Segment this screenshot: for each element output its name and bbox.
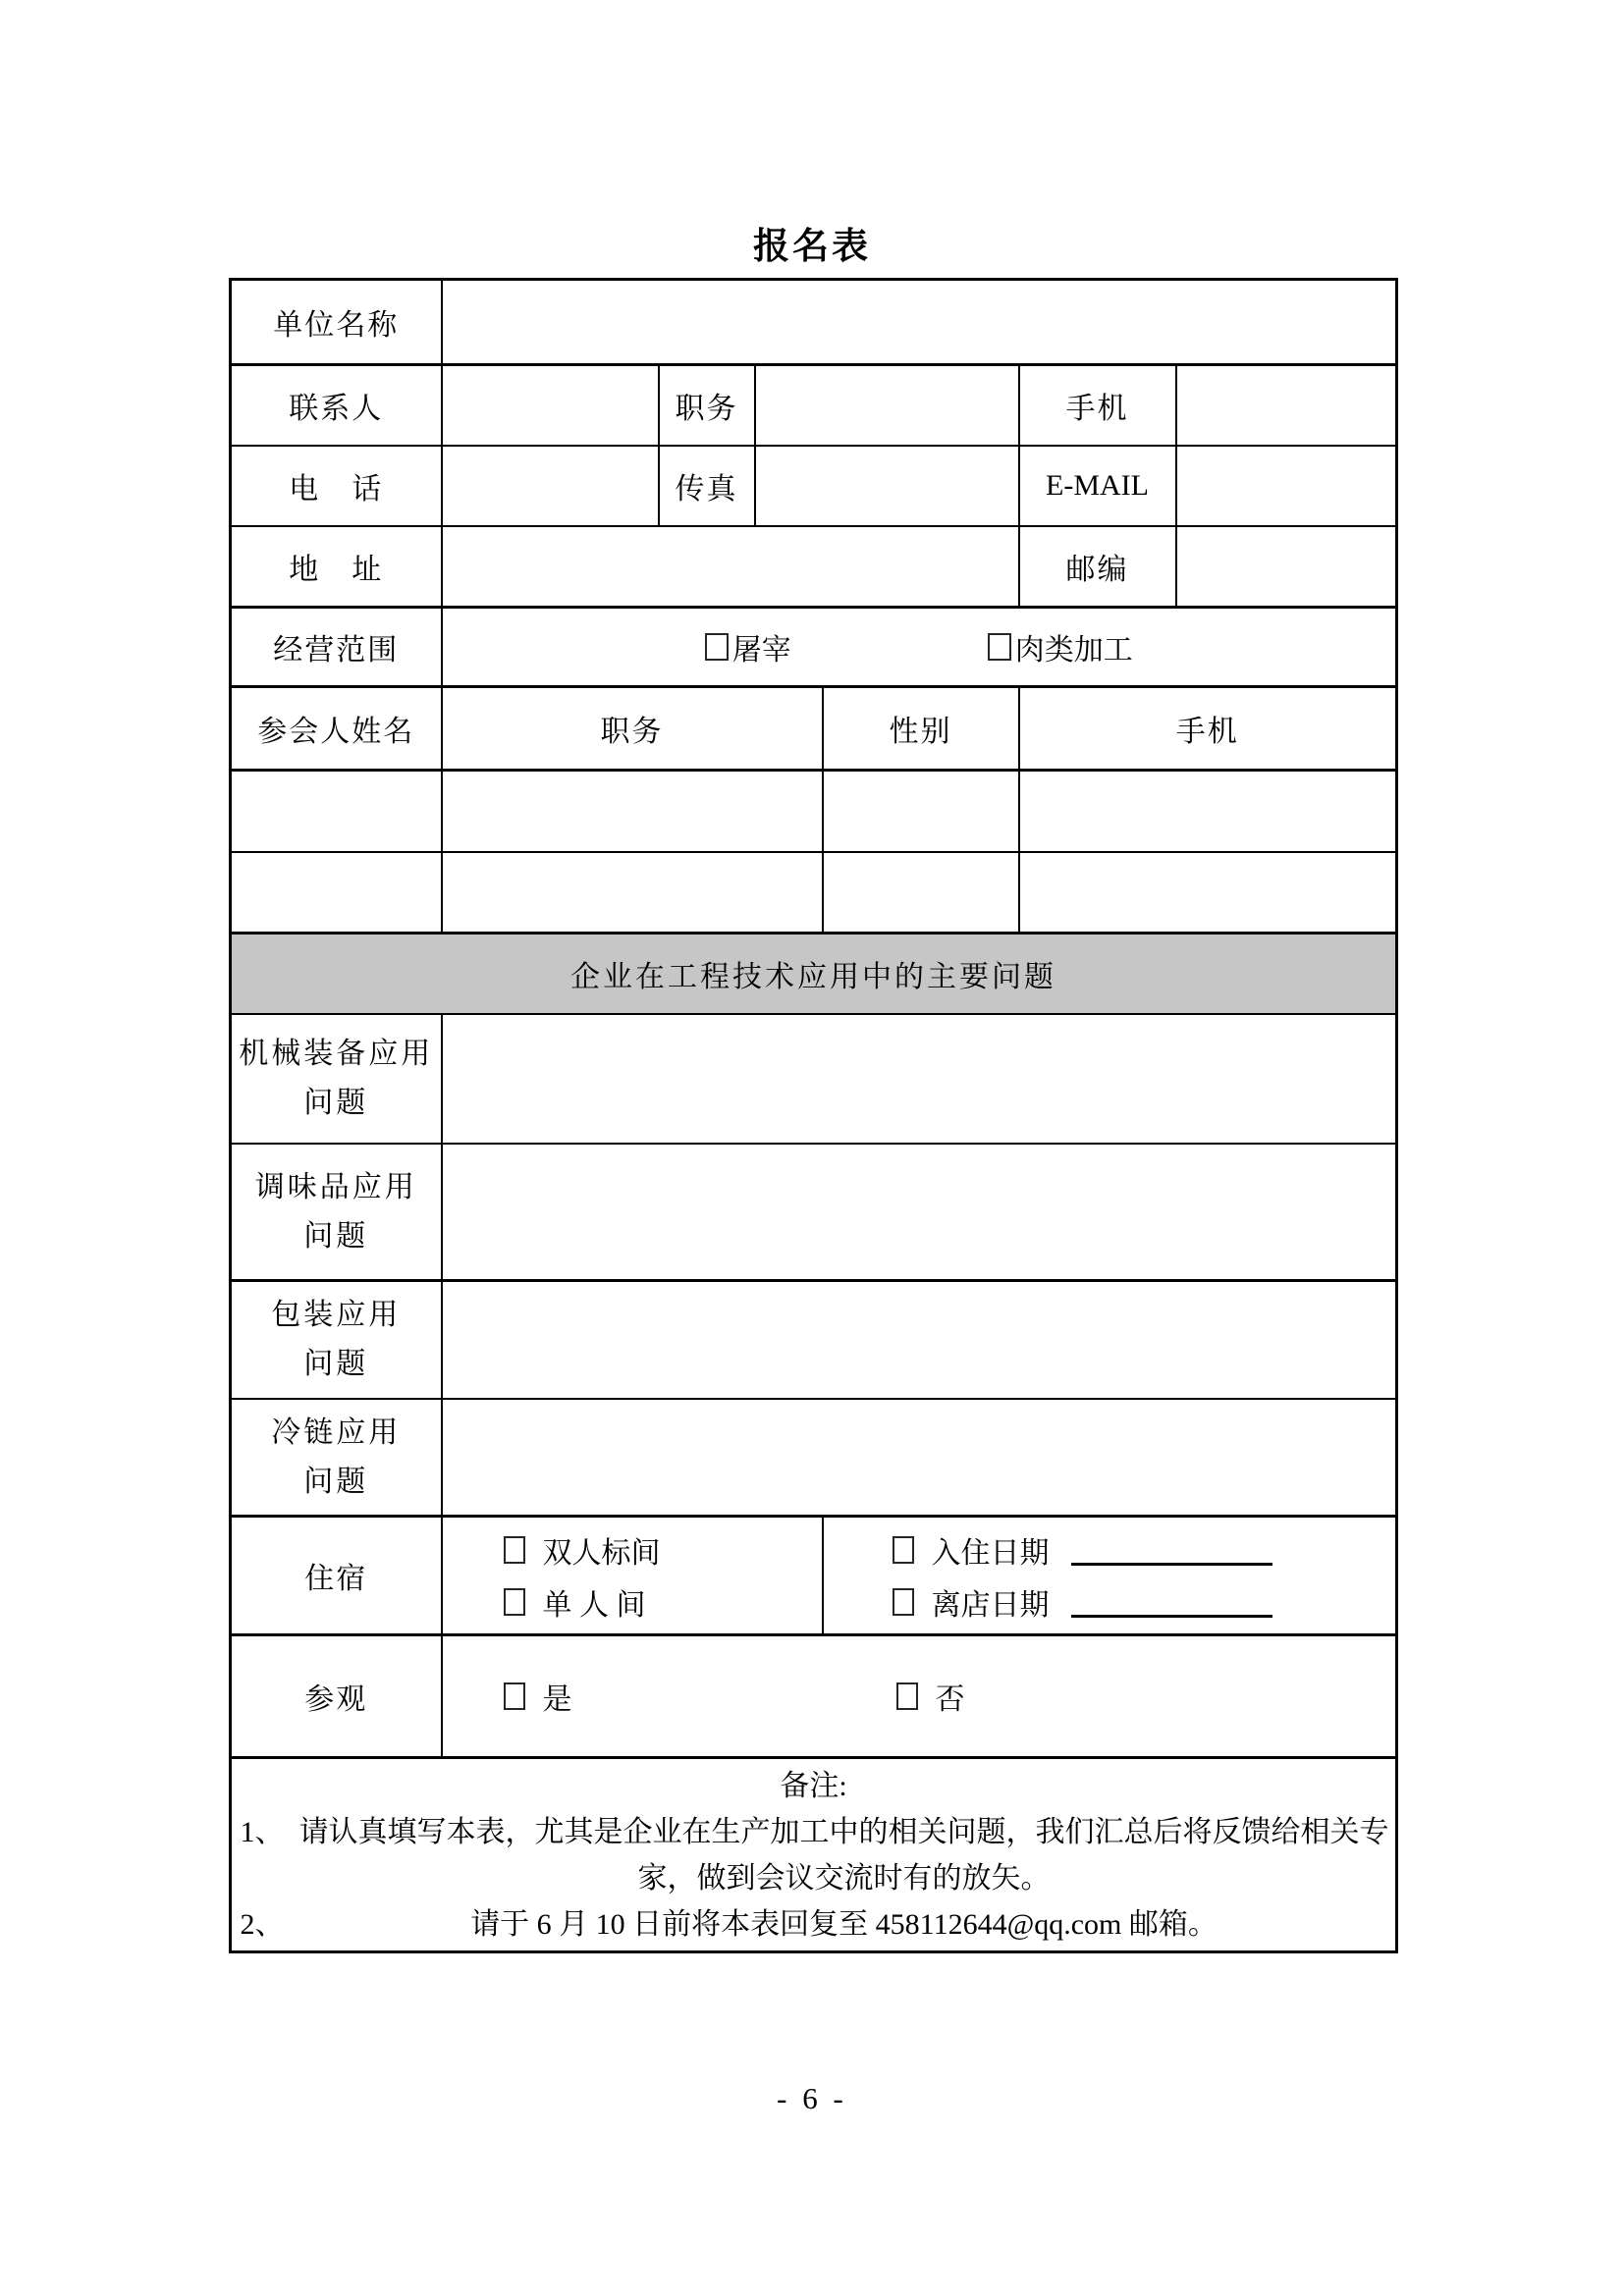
checkin-date-option xyxy=(893,1523,1396,1575)
notes-row xyxy=(231,1758,1397,1952)
attendee-2-name-cell[interactable] xyxy=(231,852,442,934)
packaging-problems-input-cell[interactable] xyxy=(442,1281,1397,1400)
visit-yes-checkbox-icon[interactable] xyxy=(504,1682,525,1710)
contact-row xyxy=(231,365,1397,447)
seasoning-problems-label: 调味品应用 问题 xyxy=(231,1144,442,1281)
slaughter-option-label: 屠宰 xyxy=(731,634,791,667)
coldchain-problems-input-cell[interactable] xyxy=(442,1399,1397,1517)
room-type-cell xyxy=(442,1517,823,1635)
note-2-number: 2、 xyxy=(240,1907,285,1941)
seasoning-problems-row xyxy=(231,1144,1397,1281)
postcode-label: 邮编 xyxy=(1019,526,1176,608)
contact-input-cell[interactable] xyxy=(442,365,659,447)
email-label: E-MAIL xyxy=(1019,446,1176,526)
checkout-checkbox-icon[interactable] xyxy=(893,1588,914,1616)
unit-name-row xyxy=(231,280,1397,365)
single-room-checkbox-icon[interactable] xyxy=(504,1588,525,1616)
email-input-cell[interactable] xyxy=(1176,446,1397,526)
accommodation-label: 住宿 xyxy=(231,1517,442,1635)
contact-position-input-cell[interactable] xyxy=(755,365,1019,447)
packaging-problems-row xyxy=(231,1281,1397,1400)
attendee-name-header: 参会人姓名 xyxy=(231,687,442,771)
visit-no-label: 否 xyxy=(935,1683,965,1716)
visit-label: 参观 xyxy=(231,1635,442,1758)
attendee-1-mobile-cell[interactable] xyxy=(1019,771,1397,853)
business-scope-row xyxy=(231,608,1397,687)
attendee-2-gender-cell[interactable] xyxy=(823,852,1019,934)
slaughter-checkbox-icon[interactable] xyxy=(705,633,729,661)
address-row xyxy=(231,526,1397,608)
attendee-2-position-cell[interactable] xyxy=(442,852,823,934)
accommodation-row xyxy=(231,1517,1397,1635)
phone-input-cell[interactable] xyxy=(442,446,659,526)
registration-table xyxy=(229,278,1398,1953)
visit-option-no xyxy=(896,1675,965,1718)
fax-label: 传真 xyxy=(659,446,755,526)
packaging-problems-label: 包装应用 问题 xyxy=(231,1281,442,1400)
machinery-problems-label: 机械装备应用 问题 xyxy=(231,1014,442,1144)
contact-position-label: 职务 xyxy=(659,365,755,447)
attendees-header-row xyxy=(231,687,1397,771)
note-item-2 xyxy=(232,1901,1395,1948)
double-room-checkbox-icon[interactable] xyxy=(504,1536,525,1564)
problems-banner-row xyxy=(231,934,1397,1015)
attendee-position-header: 职务 xyxy=(442,687,823,771)
page-title: 报名表 xyxy=(753,227,871,267)
coldchain-problems-row xyxy=(231,1399,1397,1517)
unit-name-label: 单位名称 xyxy=(231,280,442,365)
meat-processing-checkbox-icon[interactable] xyxy=(988,633,1011,661)
visit-options-cell xyxy=(442,1635,1397,1758)
stay-dates-cell xyxy=(823,1517,1397,1635)
unit-name-input-cell[interactable] xyxy=(442,280,1397,365)
attendee-row-2 xyxy=(231,852,1397,934)
visit-yes-label: 是 xyxy=(542,1683,572,1716)
checkout-date-blank[interactable] xyxy=(1071,1585,1272,1618)
note-2-text: 请于 6 月 10 日前将本表回复至 458112644@qq.com 邮箱。 xyxy=(470,1907,1218,1941)
business-scope-options-cell xyxy=(442,608,1397,687)
contact-mobile-label: 手机 xyxy=(1019,365,1176,447)
address-input-cell[interactable] xyxy=(442,526,1019,608)
attendee-1-gender-cell[interactable] xyxy=(823,771,1019,853)
coldchain-problems-label: 冷链应用 问题 xyxy=(231,1399,442,1517)
meat-processing-option-label: 肉类加工 xyxy=(1014,634,1133,667)
scope-option-slaughter xyxy=(705,625,791,668)
fax-input-cell[interactable] xyxy=(755,446,1019,526)
visit-row xyxy=(231,1635,1397,1758)
room-option-double xyxy=(504,1523,822,1575)
notes-cell xyxy=(231,1758,1397,1952)
phone-row xyxy=(231,446,1397,526)
visit-no-checkbox-icon[interactable] xyxy=(896,1682,918,1710)
double-room-label: 双人标间 xyxy=(542,1536,661,1570)
checkin-date-label: 入住日期 xyxy=(931,1536,1050,1570)
problems-banner-cell: 企业在工程技术应用中的主要问题 xyxy=(231,934,1397,1015)
note-1-text: 请认真填写本表，尤其是企业在生产加工中的相关问题，我们汇总后将反馈给相关专家，做到会议交流时有的放矢。 xyxy=(298,1815,1389,1895)
scope-option-meat-processing xyxy=(988,625,1133,668)
checkin-date-blank[interactable] xyxy=(1071,1533,1272,1566)
room-option-single xyxy=(504,1575,822,1628)
machinery-problems-input-cell[interactable] xyxy=(442,1014,1397,1144)
attendee-row-1 xyxy=(231,771,1397,853)
single-room-label: 单 人 间 xyxy=(542,1588,646,1622)
phone-label: 电 话 xyxy=(231,446,442,526)
business-scope-label: 经营范围 xyxy=(231,608,442,687)
checkout-date-option xyxy=(893,1575,1396,1628)
attendee-1-position-cell[interactable] xyxy=(442,771,823,853)
note-item-1 xyxy=(232,1809,1395,1901)
attendee-mobile-header: 手机 xyxy=(1019,687,1397,771)
attendee-gender-header: 性别 xyxy=(823,687,1019,771)
address-label: 地 址 xyxy=(231,526,442,608)
checkin-checkbox-icon[interactable] xyxy=(893,1536,914,1564)
contact-mobile-input-cell[interactable] xyxy=(1176,365,1397,447)
visit-option-yes xyxy=(504,1675,572,1718)
note-1-number: 1、 xyxy=(240,1815,285,1848)
attendee-1-name-cell[interactable] xyxy=(231,771,442,853)
seasoning-problems-input-cell[interactable] xyxy=(442,1144,1397,1281)
postcode-input-cell[interactable] xyxy=(1176,526,1397,608)
machinery-problems-row xyxy=(231,1014,1397,1144)
notes-label: 备注: xyxy=(780,1769,847,1802)
checkout-date-label: 离店日期 xyxy=(931,1588,1050,1622)
attendee-2-mobile-cell[interactable] xyxy=(1019,852,1397,934)
contact-label: 联系人 xyxy=(231,365,442,447)
page-number: - 6 - xyxy=(777,2081,847,2115)
